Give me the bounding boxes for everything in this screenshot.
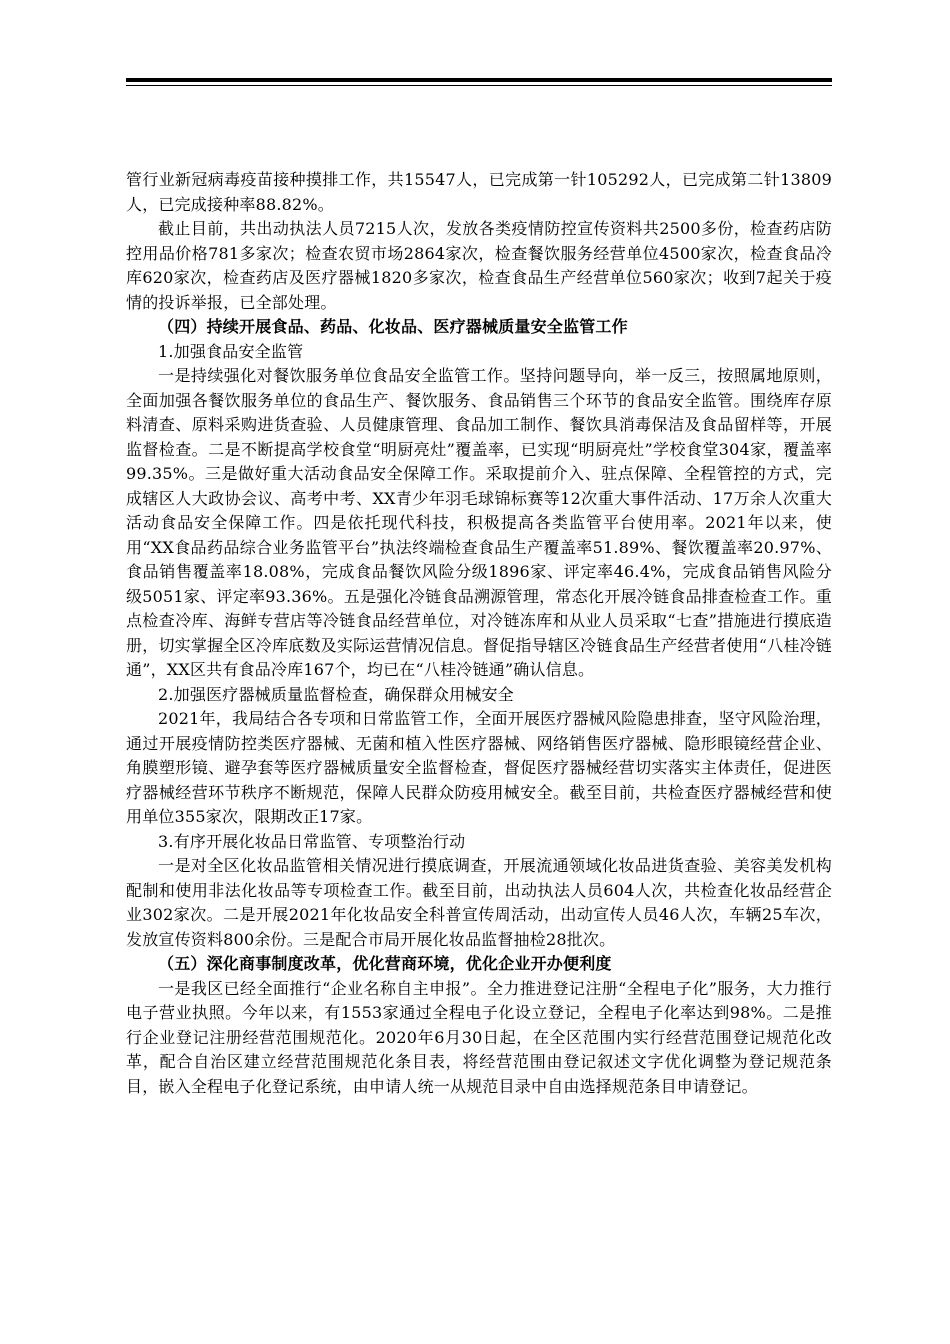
paragraph-vaccination: 管行业新冠病毒疫苗接种摸排工作，共15547人，已完成第一针105292人，已完成第二针13809人，已完成接种率88.82%。	[126, 170, 832, 214]
document-body	[126, 168, 832, 1099]
paragraph-business-registration: 一是我区已经全面推行“企业名称自主申报”。全力推进登记注册“全程电子化”服务，大力推行电子营业执照。今年以来，有1553家通过全程电子化设立登记，全程电子化率达到98%。二是推行企业登记注册经营范围规范化。2020年6月30日起，在全区范围内实行经营范围登记规范化改革，配合自治区建立经营范围规范化条目表，将经营范围由登记叙述文字优化调整为登记规范条目，嵌入全程电子化登记系统，由申请人统一从规范目录中自由选择规范条目申请登记。	[126, 978, 832, 1096]
paragraph-cosmetics: 一是对全区化妆品监管相关情况进行摸底调查，开展流通领域化妆品进货查验、美容美发机构配制和使用非法化妆品等专项检查工作。截至目前，出动执法人员604人次，共检查化妆品经营企业302家次。二是开展2021年化妆品安全科普宣传周活动，出动宣传人员46人次，车辆25车次，发放宣传资料800余份。三是配合市局开展化妆品监督抽检28批次。	[126, 856, 832, 949]
paragraph-medical-devices: 2021年，我局结合各专项和日常监管工作，全面开展医疗器械风险隐患排查，坚守风险治理，通过开展疫情防控类医疗器械、无菌和植入性医疗器械、网络销售医疗器械、隐形眼镜经营企业、角膜塑形镜、避孕套等医疗器械质量安全监督检查，督促医疗器械经营切实落实主体责任，促进医疗器械经营环节秩序不断规范，保障人民群众防疫用械安全。截至目前，共检查医疗器械经营和使用单位355家次，限期改正17家。	[126, 709, 832, 826]
subsection-heading-food: 1.加强食品安全监管	[158, 341, 304, 361]
section-heading-5: （五）深化商事制度改革，优化营商环境，优化企业开办便利度	[158, 954, 612, 973]
paragraph-enforcement-summary: 截止目前，共出动执法人员7215人次，发放各类疫情防控宣传资料共2500多份，检查药店防控用品价格781多家次；检查农贸市场2864家次，检查餐饮服务经营单位4500家次，检查食品冷库620家次，检查药店及医疗器械1820多家次，检查食品生产经营单位560家次；收到7起关于疫情的投诉举报，已全部处理。	[126, 219, 832, 312]
paragraph-food-safety: 一是持续强化对餐饮服务单位食品安全监管工作。坚持问题导向，举一反三，按照属地原则，全面加强各餐饮服务单位的食品生产、餐饮服务、食品销售三个环节的食品安全监管。围绕库存原料清查、原料采购进货查验、人员健康管理、食品加工制作、餐饮具消毒保洁及食品留样等，开展监督检查。二是不断提高学校食堂“明厨亮灶”覆盖率，已实现“明厨亮灶”学校食堂304家，覆盖率99.35%。三是做好重大活动食品安全保障工作。采取提前介入、驻点保障、全程管控的方式，完成辖区人大政协会议、高考中考、XX青少年羽毛球锦标赛等12次重大事件活动、17万余人次重大活动食品安全保障工作。四是依托现代科技，积极提高各类监管平台使用率。2021年以来，使用“XX食品药品综合业务监管平台”执法终端检查食品生产覆盖率51.89%、餐饮覆盖率20.97%、食品销售覆盖率18.08%，完成食品餐饮风险分级1896家、评定率46.4%，完成食品销售风险分级5051家、评定率93.36%。五是强化冷链食品溯源管理，常态化开展冷链食品排查检查工作。重点检查冷库、海鲜专营店等冷链食品经营单位，对冷链冻库和从业人员采取“七查”措施进行摸底造册，切实掌握全区冷库底数及实际运营情况信息。督促指导辖区冷链食品生产经营者使用“八桂冷链通”，XX区共有食品冷库167个，均已在“八桂冷链通”确认信息。	[126, 366, 832, 679]
subsection-heading-cosmetics: 3.有序开展化妆品日常监管、专项整治行动	[158, 831, 466, 851]
header-rule-thin	[126, 85, 832, 86]
subsection-heading-medical-devices: 2.加强医疗器械质量监督检查，确保群众用械安全	[158, 684, 514, 704]
header-rule-thick	[126, 78, 832, 82]
section-heading-4: （四）持续开展食品、药品、化妆品、医疗器械质量安全监管工作	[158, 317, 628, 336]
